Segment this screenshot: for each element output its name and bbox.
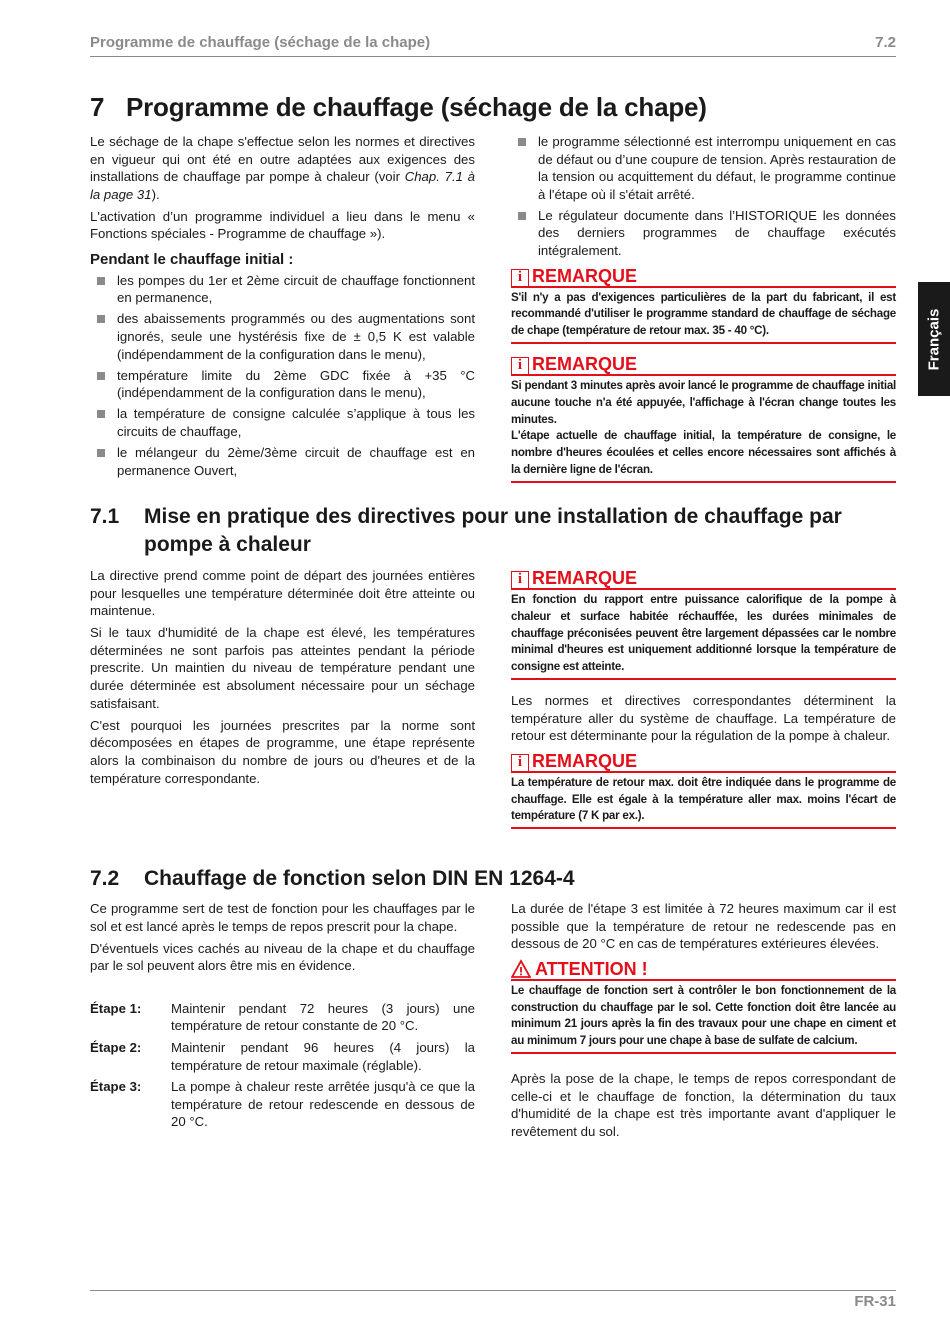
- remark-box: i REMARQUE S'il n'y a pas d'exigences particulières de la part du fabricant, il est recommandé d'utiliser le programme standard de chauffage de séchage de chape (température de retour max. 35 - 40 °C).: [511, 266, 896, 344]
- step-3: Étape 3: La pompe à chaleur reste arrêtée jusqu'à ce que la température de retour redescende en dessous de 20 °C.: [90, 1079, 475, 1130]
- paragraph: Ce programme sert de test de fonction pour les chauffages par le sol et est lancé après le temps de repos prescrit pour la chape.: [90, 901, 475, 934]
- info-icon: i: [511, 269, 529, 287]
- info-icon: i: [511, 357, 529, 375]
- section-7-1-title: 7.1 Mise en pratique des directives pour une installation de chauffage par pompe à chaleur: [90, 505, 842, 556]
- section-7-2-title: 7.2 Chauffage de fonction selon DIN EN 1264-4: [90, 867, 575, 890]
- paragraph: La directive prend comme point de départ des journées entières pour lesquelles une température déterminée doit être atteinte ou maintenue.: [90, 568, 475, 619]
- s72-left: [90, 900, 475, 1135]
- paragraph: Les normes et directives correspondantes déterminent la température aller du système de chauffage. La température de retour est déterminante pour la régulation de la pompe à chaleur.: [511, 692, 896, 744]
- remark-box: i REMARQUE Si pendant 3 minutes après avoir lancé le programme de chauffage initial aucune touche n'a été appuyée, l'affichage à l'écran change toutes les minutes. L'étape actuelle de chauffage initial, la température de consigne, le nombre d'heures écoulées et celles encore nécessaires sont affichés à la dernière ligne de l'écran.: [511, 354, 896, 483]
- s71-left: [90, 567, 475, 792]
- paragraph: C'est pourquoi les journées prescrites par la norme sont décomposées en étapes de programme, une étape représente alors la combinaison du nombre de jours ou d'heures et de la température correspondante.: [90, 717, 475, 786]
- step-2: Étape 2: Maintenir pendant 96 heures (4 jours) la température de retour maximale (réglable).: [90, 1040, 475, 1073]
- header-title: Programme de chauffage (séchage de la chape): [90, 34, 431, 51]
- page-footer: [90, 1290, 896, 1310]
- paragraph: La durée de l'étape 3 est limitée à 72 heures maximum car il est possible que la température de retour ne redescende pas en dessous de 20 °C en cas de températures extérieures élevées.: [511, 901, 896, 952]
- language-tab: Français: [918, 282, 950, 396]
- s7-left: [90, 133, 475, 483]
- info-icon: i: [511, 754, 529, 772]
- subheading: Pendant le chauffage initial :: [90, 251, 294, 269]
- step-1: Étape 1: Maintenir pendant 72 heures (3 jours) une température de retour constante de 20 °C.: [90, 1000, 475, 1034]
- list-item: le mélangeur du 2ème/3ème circuit de chauffage est en permanence Ouvert,: [90, 444, 475, 479]
- paragraph: D'éventuels vices cachés au niveau de la chape et du chauffage par le sol peuvent alors être mis en évidence.: [90, 940, 475, 974]
- s7-right: [511, 133, 896, 493]
- attention-box: ATTENTION ! Le chauffage de fonction sert à contrôler le bon fonctionnement de la construction du chauffage par le sol. Cette fonction doit être lancée au minimum 21 jours après la fin des travaux pour une chape en ciment et au minimum 7 jours pour une chape à base de sulfate de calcium.: [511, 959, 896, 1054]
- list-item: les pompes du 1er et 2ème circuit de chauffage fonctionnent en permanence,: [90, 272, 475, 307]
- running-header: [90, 34, 896, 57]
- paragraph: Si le taux d'humidité de la chape est élevé, les températures déterminées ne sont parfois pas atteintes pendant la période prescrite. Un maintien du niveau de température pendant une durée déterminée est absolument nécessaire pour un séchage satisfaisant.: [90, 625, 475, 711]
- bullet-list: [90, 272, 475, 480]
- chapter-title: 7 Programme de chauffage (séchage de la chape): [90, 92, 707, 122]
- bullet-list: [511, 133, 896, 260]
- page-number: FR-31: [854, 1293, 896, 1310]
- remark-box: i REMARQUE La température de retour max. doit être indiquée dans le programme de chauffage. Elle est égale à la température aller max. moins l'écart de température (7 K par ex.).: [511, 751, 896, 829]
- list-item: le programme sélectionné est interrompu uniquement en cas de défaut ou d’une coupure de tension. Après restauration de la tension ou acquittement du défaut, le programme continue à l'étape où il s'était arrêté.: [511, 133, 896, 203]
- cross-reference[interactable]: Chap. 7.1 à la page 31: [90, 169, 475, 202]
- paragraph: Le séchage de la chape s'effectue selon les normes et directives en vigueur qui ont été en outre adaptées aux exigences des installations de chauffage par pompe à chaleur (voir Chap. 7.1 à la page 31).: [90, 134, 475, 202]
- list-item: Le régulateur documente dans l’HISTORIQUE les données des derniers programmes de chauffage exécutés intégralement.: [511, 207, 896, 260]
- list-item: température limite du 2ème GDC fixée à +35 °C (indépendamment de la configuration dans le menu),: [90, 367, 475, 402]
- s71-right: [511, 562, 896, 839]
- s72-right: [511, 900, 896, 1145]
- header-section: 7.2: [875, 34, 896, 51]
- paragraph: L'activation d’un programme individuel a lieu dans le menu « Fonctions spéciales - Programme de chauffage »).: [90, 208, 475, 242]
- paragraph: Après la pose de la chape, le temps de repos correspondant de celle-ci et le chauffage de fonction, la détermination du taux d'humidité de la chape est très importante avant d'appliquer le revêtement du sol.: [511, 1070, 896, 1139]
- list-item: des abaissements programmés ou des augmentations sont ignorés, seule une hystérésis fixe de ± 0,5 K est valable (indépendamment de la configuration dans le menu),: [90, 310, 475, 363]
- warning-icon: [511, 959, 531, 979]
- info-icon: i: [511, 571, 529, 589]
- list-item: la température de consigne calculée s’applique à tous les circuits de chauffage,: [90, 405, 475, 440]
- remark-box: i REMARQUE En fonction du rapport entre puissance calorifique de la pompe à chaleur et surface habitée réchauffée, les durées minimales de chauffage préconisées peuvent être largement dépassées car le nombre minimal d'heures est uniquement additionné lorsque la température de consigne est atteinte.: [511, 568, 896, 680]
